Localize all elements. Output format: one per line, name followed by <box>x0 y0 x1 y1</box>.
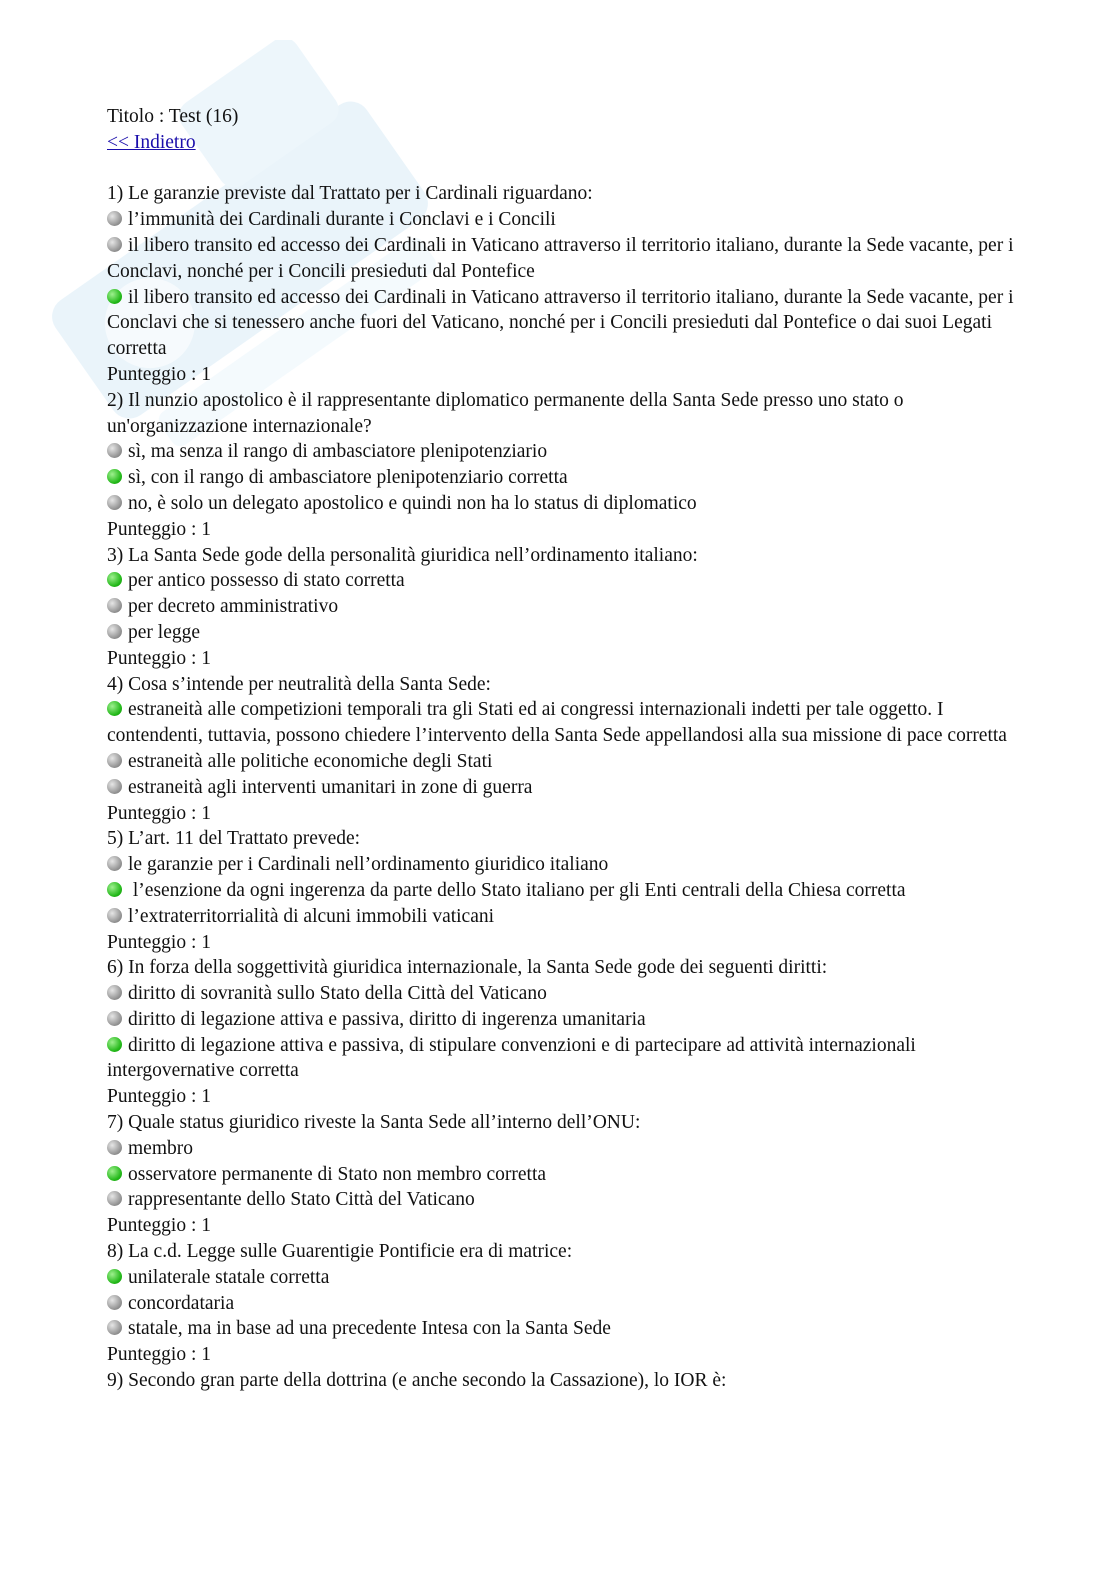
answer-text: estraneità agli interventi umanitari in zone di guerra <box>128 776 533 798</box>
score-line: Punteggio : 1 <box>107 1344 212 1366</box>
correct-answer-icon <box>107 1166 122 1181</box>
answer-option <box>107 775 1027 801</box>
answer-bullet-icon <box>107 211 122 226</box>
answer-text: estraneità alle politiche economiche degli Stati <box>128 750 493 772</box>
answer-bullet-icon <box>107 495 122 510</box>
answer-bullet-icon <box>107 753 122 768</box>
answer-text: l’esenzione da ogni ingerenza da parte dello Stato italiano per gli Enti centrali della Chiesa corretta <box>128 879 906 901</box>
answer-text: il libero transito ed accesso dei Cardinali in Vaticano attraverso il territorio italiano, durante la Sede vacante, per i Conclavi, nonché per i Concili presieduti dal Pontefice <box>107 234 1014 282</box>
score-line: Punteggio : 1 <box>107 363 212 385</box>
answer-bullet-icon <box>107 1320 122 1335</box>
answer-text: diritto di legazione attiva e passiva, diritto di ingerenza umanitaria <box>128 1008 646 1030</box>
answer-text: le garanzie per i Cardinali nell’ordinamento giuridico italiano <box>128 854 609 876</box>
correct-answer-icon <box>107 701 122 716</box>
score-line: Punteggio : 1 <box>107 518 212 540</box>
correct-answer-icon <box>107 469 122 484</box>
answer-option <box>107 285 1027 362</box>
answer-option <box>107 233 1027 285</box>
answer-option <box>107 1187 1027 1213</box>
answer-option <box>107 439 1027 465</box>
question-text: 5) L’art. 11 del Trattato prevede: <box>107 828 361 850</box>
question-text: 2) Il nunzio apostolico è il rappresentante diplomatico permanente della Santa Sede presso uno stato o un'organizzazione internazionale? <box>107 389 904 437</box>
answer-text: unilaterale statale corretta <box>128 1266 330 1288</box>
answer-option <box>107 594 1027 620</box>
answer-text: no, è solo un delegato apostolico e quindi non ha lo status di diplomatico <box>128 492 697 514</box>
answer-text: per antico possesso di stato corretta <box>128 570 405 592</box>
question-text: 9) Secondo gran parte della dottrina (e anche secondo la Cassazione), lo IOR è: <box>107 1370 727 1392</box>
answer-option <box>107 904 1027 930</box>
question-block <box>107 181 1027 387</box>
back-link[interactable]: << Indietro <box>107 131 196 153</box>
answer-text: diritto di legazione attiva e passiva, di stipulare convenzioni e di partecipare ad attività internazionali intergovernative corretta <box>107 1034 916 1082</box>
answer-bullet-icon <box>107 1140 122 1155</box>
answer-bullet-icon <box>107 779 122 794</box>
answer-option <box>107 878 1027 904</box>
answer-bullet-icon <box>107 1011 122 1026</box>
answer-bullet-icon <box>107 908 122 923</box>
answer-bullet-icon <box>107 598 122 613</box>
answer-option <box>107 491 1027 517</box>
answer-text: statale, ma in base ad una precedente Intesa con la Santa Sede <box>128 1318 611 1340</box>
answer-text: l’extraterritorrialità di alcuni immobili vaticani <box>128 905 495 927</box>
answer-text: l’immunità dei Cardinali durante i Conclavi e i Concili <box>128 209 556 231</box>
correct-answer-icon <box>107 289 122 304</box>
answer-option <box>107 981 1027 1007</box>
answer-bullet-icon <box>107 237 122 252</box>
correct-answer-icon <box>107 572 122 587</box>
score-line: Punteggio : 1 <box>107 931 212 953</box>
spacer <box>107 156 1027 182</box>
answer-option <box>107 749 1027 775</box>
answer-text: sì, con il rango di ambasciatore plenipotenziario corretta <box>128 467 568 489</box>
answer-bullet-icon <box>107 856 122 871</box>
correct-answer-icon <box>107 882 122 897</box>
answer-text: concordataria <box>128 1292 235 1314</box>
question-block <box>107 955 1027 1110</box>
answer-text: membro <box>128 1137 193 1159</box>
answer-option <box>107 1033 1027 1085</box>
correct-answer-icon <box>107 1269 122 1284</box>
answer-option <box>107 1007 1027 1033</box>
answer-option <box>107 620 1027 646</box>
questions-list <box>107 181 1027 1393</box>
question-text: 7) Quale status giuridico riveste la Santa Sede all’interno dell’ONU: <box>107 1112 641 1134</box>
answer-bullet-icon <box>107 443 122 458</box>
answer-option <box>107 207 1027 233</box>
answer-text: il libero transito ed accesso dei Cardinali in Vaticano attraverso il territorio italiano, durante la Sede vacante, per i Conclavi che si tenessero anche fuori del Vaticano, nonché per i Concili presieduti dal Pontefice o dai suoi Legati corretta <box>107 286 1014 360</box>
score-line: Punteggio : 1 <box>107 802 212 824</box>
answer-text: per decreto amministrativo <box>128 596 339 618</box>
answer-bullet-icon <box>107 985 122 1000</box>
page-title: Titolo : Test (16) <box>107 106 239 127</box>
question-block <box>107 1110 1027 1239</box>
answer-text: rappresentante dello Stato Città del Vaticano <box>128 1189 475 1211</box>
question-block <box>107 1239 1027 1368</box>
question-block <box>107 1368 1027 1394</box>
answer-option <box>107 1291 1027 1317</box>
question-block <box>107 672 1027 827</box>
question-text: 3) La Santa Sede gode della personalità giuridica nell’ordinamento italiano: <box>107 544 698 566</box>
answer-bullet-icon <box>107 624 122 639</box>
score-line: Punteggio : 1 <box>107 1215 212 1237</box>
answer-option <box>107 1316 1027 1342</box>
question-text: 8) La c.d. Legge sulle Guarentigie Pontificie era di matrice: <box>107 1241 573 1263</box>
answer-bullet-icon <box>107 1295 122 1310</box>
answer-text: osservatore permanente di Stato non membro corretta <box>128 1163 547 1185</box>
question-block <box>107 826 1027 955</box>
answer-option <box>107 697 1027 749</box>
question-text: 1) Le garanzie previste dal Trattato per i Cardinali riguardano: <box>107 183 593 205</box>
answer-bullet-icon <box>107 1191 122 1206</box>
answer-text: sì, ma senza il rango di ambasciatore plenipotenziario <box>128 441 548 463</box>
question-block <box>107 543 1027 672</box>
question-text: 6) In forza della soggettività giuridica internazionale, la Santa Sede gode dei seguenti diritti: <box>107 957 828 979</box>
question-block <box>107 388 1027 543</box>
answer-option <box>107 852 1027 878</box>
score-line: Punteggio : 1 <box>107 647 212 669</box>
answer-option <box>107 1265 1027 1291</box>
test-document <box>107 104 1027 1394</box>
correct-answer-icon <box>107 1037 122 1052</box>
answer-text: diritto di sovranità sullo Stato della Città del Vaticano <box>128 983 547 1005</box>
question-text: 4) Cosa s’intende per neutralità della Santa Sede: <box>107 673 491 695</box>
answer-text: per legge <box>128 621 201 643</box>
answer-option <box>107 1162 1027 1188</box>
answer-option <box>107 1136 1027 1162</box>
answer-option <box>107 465 1027 491</box>
answer-option <box>107 568 1027 594</box>
score-line: Punteggio : 1 <box>107 1086 212 1108</box>
answer-text: estraneità alle competizioni temporali tra gli Stati ed ai congressi internazionali indetti per tale oggetto. I contendenti, tuttavia, possono chiedere l’intervento della Santa Sede appellandosi alla sua missione di pace corretta <box>107 699 1007 747</box>
